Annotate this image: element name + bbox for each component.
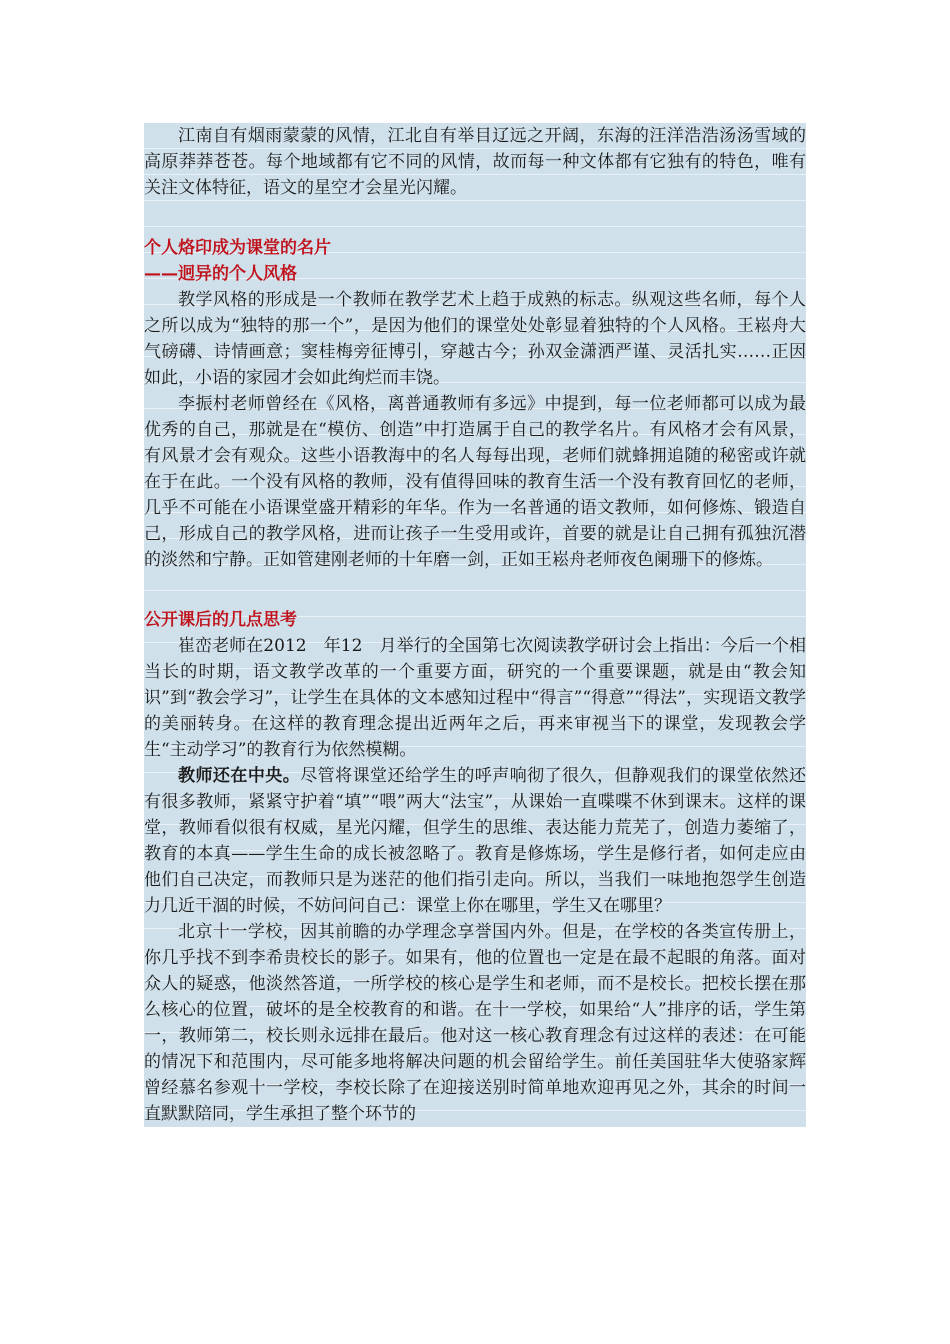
paragraph-cui-luan: 崔峦老师在2012 年12 月举行的全国第七次阅读教学研讨会上指出：今后一个相当长的时期，语文教学改革的一个重要方面，研究的一个重要课题，就是由“教会知识”到“教会学习”，让学生在具体的文本感知过程中“得言”“得意”“得法”，实现语文教学的美丽转身。在这样的教育理念提出近两年之后，再来审视当下的课堂，发现教会学生“主动学习”的教育行为依然模糊。 bbox=[144, 636, 806, 760]
paragraph-lead-phrase: 教师还在中央。 bbox=[178, 766, 301, 786]
paragraph-regional-styles: 江南自有烟雨蒙蒙的风情，江北自有举目辽远之开阔，东海的汪洋浩浩汤汤雪域的高原莽莽苍苍。每个地域都有它不同的风情，故而每一种文体都有它独有的特色，唯有关注文体特征，语文的星空才会星光闪耀。 bbox=[144, 126, 806, 198]
paragraph-li-zhencun: 李振村老师曾经在《风格，离普通教师有多远》中提到，每一位老师都可以成为最优秀的自己，那就是在“模仿、创造”中打造属于自己的教学名片。有风格才会有风景，有风景才会有观众。这些小语教海中的名人每每出现，老师们就蜂拥追随的秘密或许就在于在此。一个没有风格的教师，没有值得回味的教育生活一个没有教育回忆的老师，几乎不可能在小语课堂盛开精彩的年华。作为一名普通的语文教师，如何修炼、锻造自己，形成自己的教学风格，进而让孩子一生受用或许，首要的就是让自己拥有孤独沉潜的淡然和宁静。正如管建刚老师的十年磨一剑，正如王崧舟老师夜色阑珊下的修炼。 bbox=[144, 394, 806, 570]
blank-line bbox=[144, 599, 806, 607]
section-subheading-personal-style: ——迥异的个人风格 bbox=[144, 264, 297, 284]
paragraph-beijing-eleven: 北京十一学校，因其前瞻的办学理念享誉国内外。但是，在学校的各类宣传册上，你几乎找不到李希贵校长的影子。如果有，他的位置也一定是在最不起眼的角落。面对众人的疑惑，他淡然答道，一所学校的核心是学生和老师，而不是校长。把校长摆在那么核心的位置，破坏的是全校教育的和谐。在十一学校，如果给“人”排序的话，学生第一，教师第二，校长则永远排在最后。他对这一核心教育理念有过这样的表述：在可能的情况下和范围内，尽可能多地将解决问题的机会留给学生。前任美国驻华大使骆家辉曾经慕名参观十一学校，李校长除了在迎接送别时简单地欢迎再见之外，其余的时间一直默默陪同，学生承担了整个环节的 bbox=[144, 922, 806, 1124]
section-heading-personal-style: 个人烙印成为课堂的名片 bbox=[144, 238, 331, 258]
paragraph-lead-rest: 尽管将课堂还给学生的呼声响彻了很久，但静观我们的课堂依然还有很多教师，紧紧守护着“填”“喂”两大“法宝”，从课始一直喋喋不休到课末。这样的课堂，教师看似很有权威，星光闪耀，但学生的思维、表达能力荒芜了，创造力萎缩了，教育的本真——学生生命的成长被忽略了。教育是修炼场，学生是修行者，如何走应由他们自己决定，而教师只是为迷茫的他们指引走向。所以，当我们一味地抱怨学生创造力几近干涸的时候，不妨问问自己：课堂上你在哪里，学生又在哪里？ bbox=[144, 766, 807, 916]
paragraph-teacher-center bbox=[144, 763, 806, 919]
section-heading-open-class-thoughts: 公开课后的几点思考 bbox=[144, 610, 297, 630]
blank-line bbox=[144, 201, 806, 227]
blank-line bbox=[144, 227, 806, 235]
paragraph-teaching-style: 教学风格的形成是一个教师在教学艺术上趋于成熟的标志。纵观这些名师，每个人之所以成为“独特的那一个”，是因为他们的课堂处处彰显着独特的个人风格。王崧舟大气磅礴、诗情画意；窦桂梅旁征博引，穿越古今；孙双金潇洒严谨、灵活扎实……正因如此，小语的家园才会如此绚烂而丰饶。 bbox=[144, 290, 806, 388]
blank-line bbox=[144, 573, 806, 599]
article-body bbox=[144, 123, 806, 1127]
